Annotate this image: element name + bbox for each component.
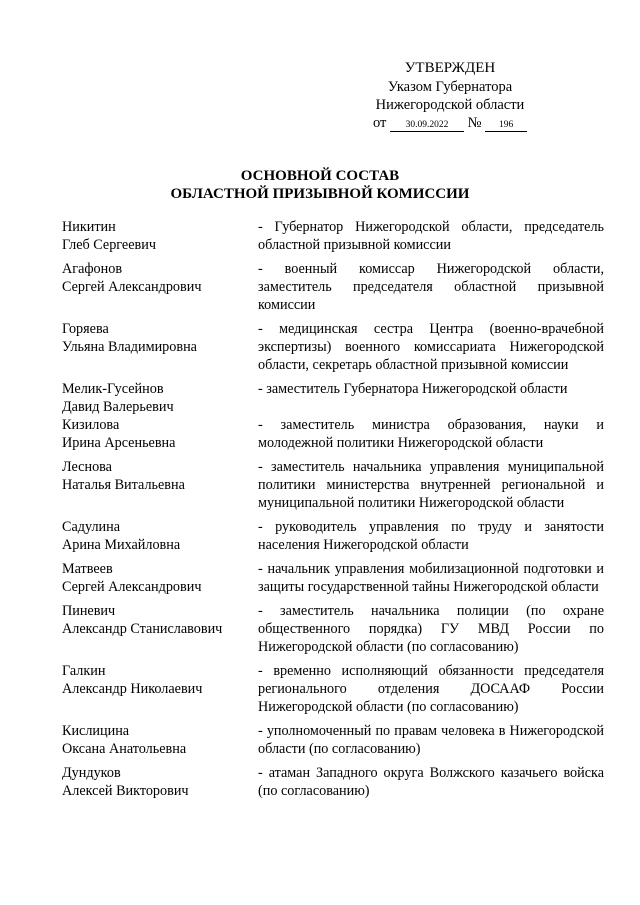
member-given-names: Глеб Сергеевич <box>62 237 156 253</box>
member-role: - заместитель начальника управления муниципальной политики министерства внутренней региональной и муниципальной политики Нижегородской области <box>258 459 604 511</box>
approval-date-row <box>330 114 570 132</box>
member-surname: Леснова <box>62 459 112 475</box>
title-line-1: ОСНОВНОЙ СОСТАВ <box>240 168 400 184</box>
date-prefix: от <box>372 115 387 131</box>
member-name <box>62 560 258 596</box>
member-given-names: Арина Михайловна <box>62 537 181 553</box>
approval-date: 30.09.2022 <box>390 120 464 132</box>
member-surname: Горяева <box>62 321 109 337</box>
title-line-2: ОБЛАСТНОЙ ПРИЗЫВНОЙ КОМИССИИ <box>170 186 470 202</box>
member-surname: Агафонов <box>62 261 123 277</box>
member-surname: Кизилова <box>62 417 120 433</box>
member-row <box>62 662 604 716</box>
member-role: - заместитель министра образования, науки и молодежной политики Нижегородской области <box>258 417 604 451</box>
member-row <box>62 764 604 800</box>
member-role: - заместитель Губернатора Нижегородской области <box>258 381 568 397</box>
member-surname: Дундуков <box>62 765 121 781</box>
approval-stamp <box>330 58 570 132</box>
member-name <box>62 602 258 656</box>
member-surname: Мелик-Гусейнов <box>62 381 164 397</box>
member-role: - Губернатор Нижегородской области, председатель областной призывной комиссии <box>258 219 604 253</box>
member-given-names: Сергей Александрович <box>62 579 202 595</box>
member-surname: Никитин <box>62 219 116 235</box>
member-name <box>62 764 258 800</box>
member-row <box>62 320 604 374</box>
member-surname: Галкин <box>62 663 106 679</box>
member-given-names: Алексей Викторович <box>62 783 189 799</box>
member-surname: Матвеев <box>62 561 113 577</box>
member-row <box>62 722 604 758</box>
member-name <box>62 722 258 758</box>
member-given-names: Давид Валерьевич <box>62 399 174 415</box>
member-role: - медицинская сестра Центра (военно-врачебной экспертизы) военного комиссариата Нижегородской области, секретарь областной призывной комиссии <box>258 321 604 373</box>
approval-number: 196 <box>485 120 527 132</box>
member-name <box>62 218 258 254</box>
commission-members-list <box>62 218 604 806</box>
member-row <box>62 404 604 452</box>
document-title <box>0 167 640 203</box>
member-name <box>62 458 258 512</box>
member-surname: Кислицина <box>62 723 130 739</box>
member-given-names: Александр Николаевич <box>62 681 203 697</box>
member-role: - атаман Западного округа Волжского казачьего войска (по согласованию) <box>258 765 604 799</box>
member-given-names: Наталья Витальевна <box>62 477 185 493</box>
member-role: - заместитель начальника полиции (по охране общественного порядка) ГУ МВД России по Нижегородской области (по согласованию) <box>258 603 604 655</box>
member-name <box>62 320 258 374</box>
member-row <box>62 560 604 596</box>
member-role: - руководитель управления по труду и занятости населения Нижегородской области <box>258 519 604 553</box>
member-given-names: Александр Станиславович <box>62 621 223 637</box>
member-name <box>62 662 258 716</box>
member-role: - уполномоченный по правам человека в Нижегородской области (по согласованию) <box>258 723 604 757</box>
member-given-names: Ирина Арсеньевна <box>62 435 176 451</box>
approval-issuer: Указом Губернатора <box>387 79 513 95</box>
member-surname: Пиневич <box>62 603 116 619</box>
member-name <box>62 404 258 452</box>
approval-title: УТВЕРЖДЕН <box>404 60 496 76</box>
member-name <box>62 518 258 554</box>
member-row <box>62 518 604 554</box>
member-name <box>62 260 258 314</box>
member-role: - военный комиссар Нижегородской области, заместитель председателя областной призывной комиссии <box>258 261 604 313</box>
member-role: - начальник управления мобилизационной подготовки и защиты государственной тайны Нижегородской области <box>258 561 604 595</box>
member-role: - временно исполняющий обязанности председателя регионального отделения ДОСААФ России Нижегородской области (по согласованию) <box>258 663 604 715</box>
member-row <box>62 260 604 314</box>
member-given-names: Ульяна Владимировна <box>62 339 197 355</box>
number-prefix: № <box>467 115 482 131</box>
member-row <box>62 218 604 254</box>
member-given-names: Оксана Анатольевна <box>62 741 187 757</box>
member-row <box>62 458 604 512</box>
member-surname: Садулина <box>62 519 121 535</box>
member-row <box>62 602 604 656</box>
approval-region: Нижегородской области <box>375 97 525 113</box>
member-given-names: Сергей Александрович <box>62 279 202 295</box>
